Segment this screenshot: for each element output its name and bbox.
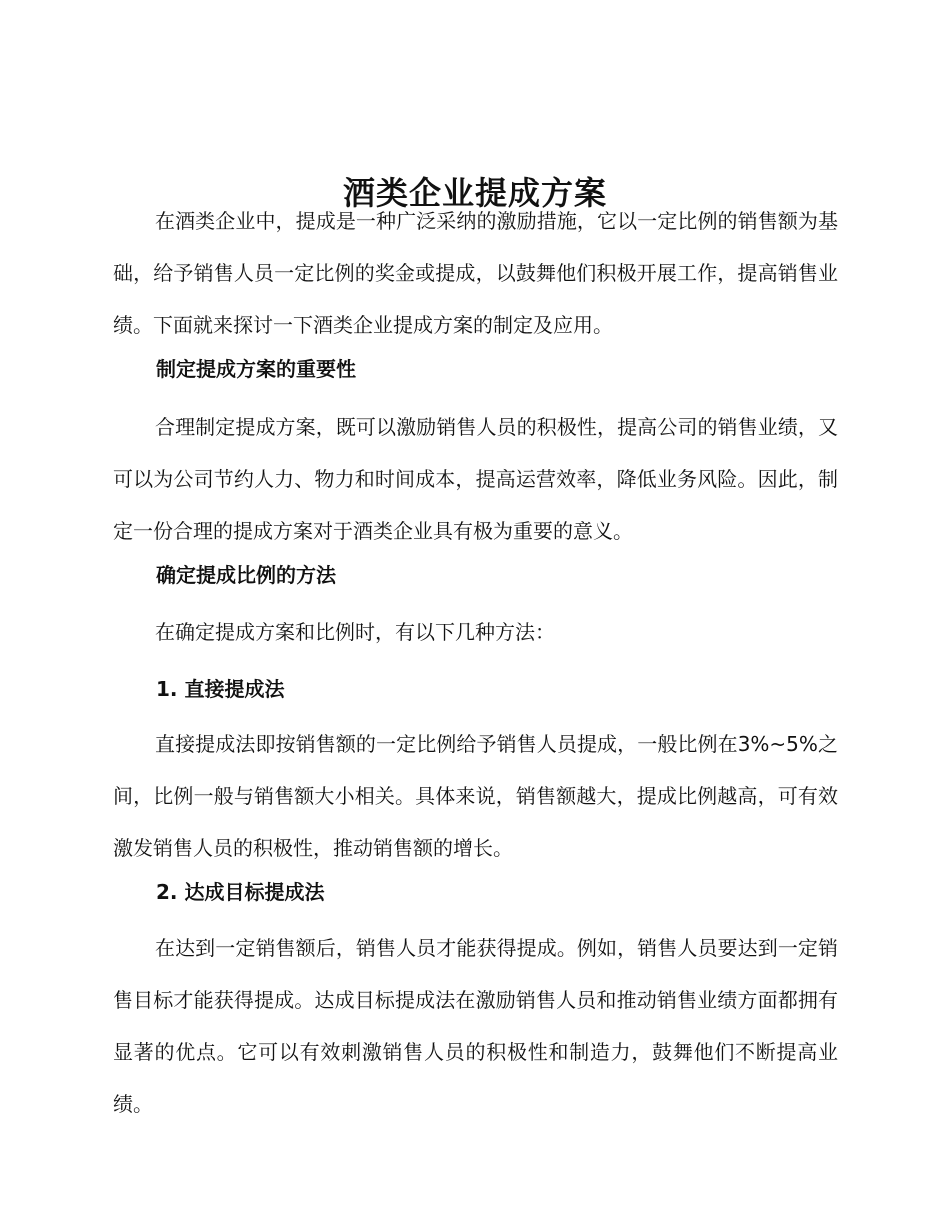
method-heading-direct: 1. 直接提成法 <box>156 677 285 701</box>
methods-intro-paragraph: 在确定提成方案和比例时，有以下几种方法： <box>155 620 555 644</box>
document-title: 酒类企业提成方案 <box>342 174 607 213</box>
section-heading-importance: 制定提成方案的重要性 <box>156 357 356 381</box>
target-method-paragraph: 在达到一定销售额后，销售人员才能获得提成。例如，销售人员要达到一定销售目标才能获得提成。达成目标提成法在激励销售人员和推动销售业绩方面都拥有显著的优点。它可以有效刺激销售人员的积极性和制造力，鼓舞他们不断提高业绩。 <box>113 936 838 1116</box>
method-heading-target: 2. 达成目标提成法 <box>156 880 325 904</box>
direct-method-paragraph: 直接提成法即按销售额的一定比例给予销售人员提成，一般比例在3%~5%之间，比例一般与销售额大小相关。具体来说，销售额越大，提成比例越高，可有效激发销售人员的积极性，推动销售额的增长。 <box>113 732 838 860</box>
intro-paragraph: 在酒类企业中，提成是一种广泛采纳的激励措施，它以一定比例的销售额为基础，给予销售人员一定比例的奖金或提成，以鼓舞他们积极开展工作，提高销售业绩。下面就来探讨一下酒类企业提成方案的制定及应用。 <box>113 209 838 337</box>
section-heading-methods: 确定提成比例的方法 <box>156 563 336 587</box>
importance-paragraph: 合理制定提成方案，既可以激励销售人员的积极性，提高公司的销售业绩，又可以为公司节约人力、物力和时间成本，提高运营效率，降低业务风险。因此，制定一份合理的提成方案对于酒类企业具有极为重要的意义。 <box>113 415 838 543</box>
